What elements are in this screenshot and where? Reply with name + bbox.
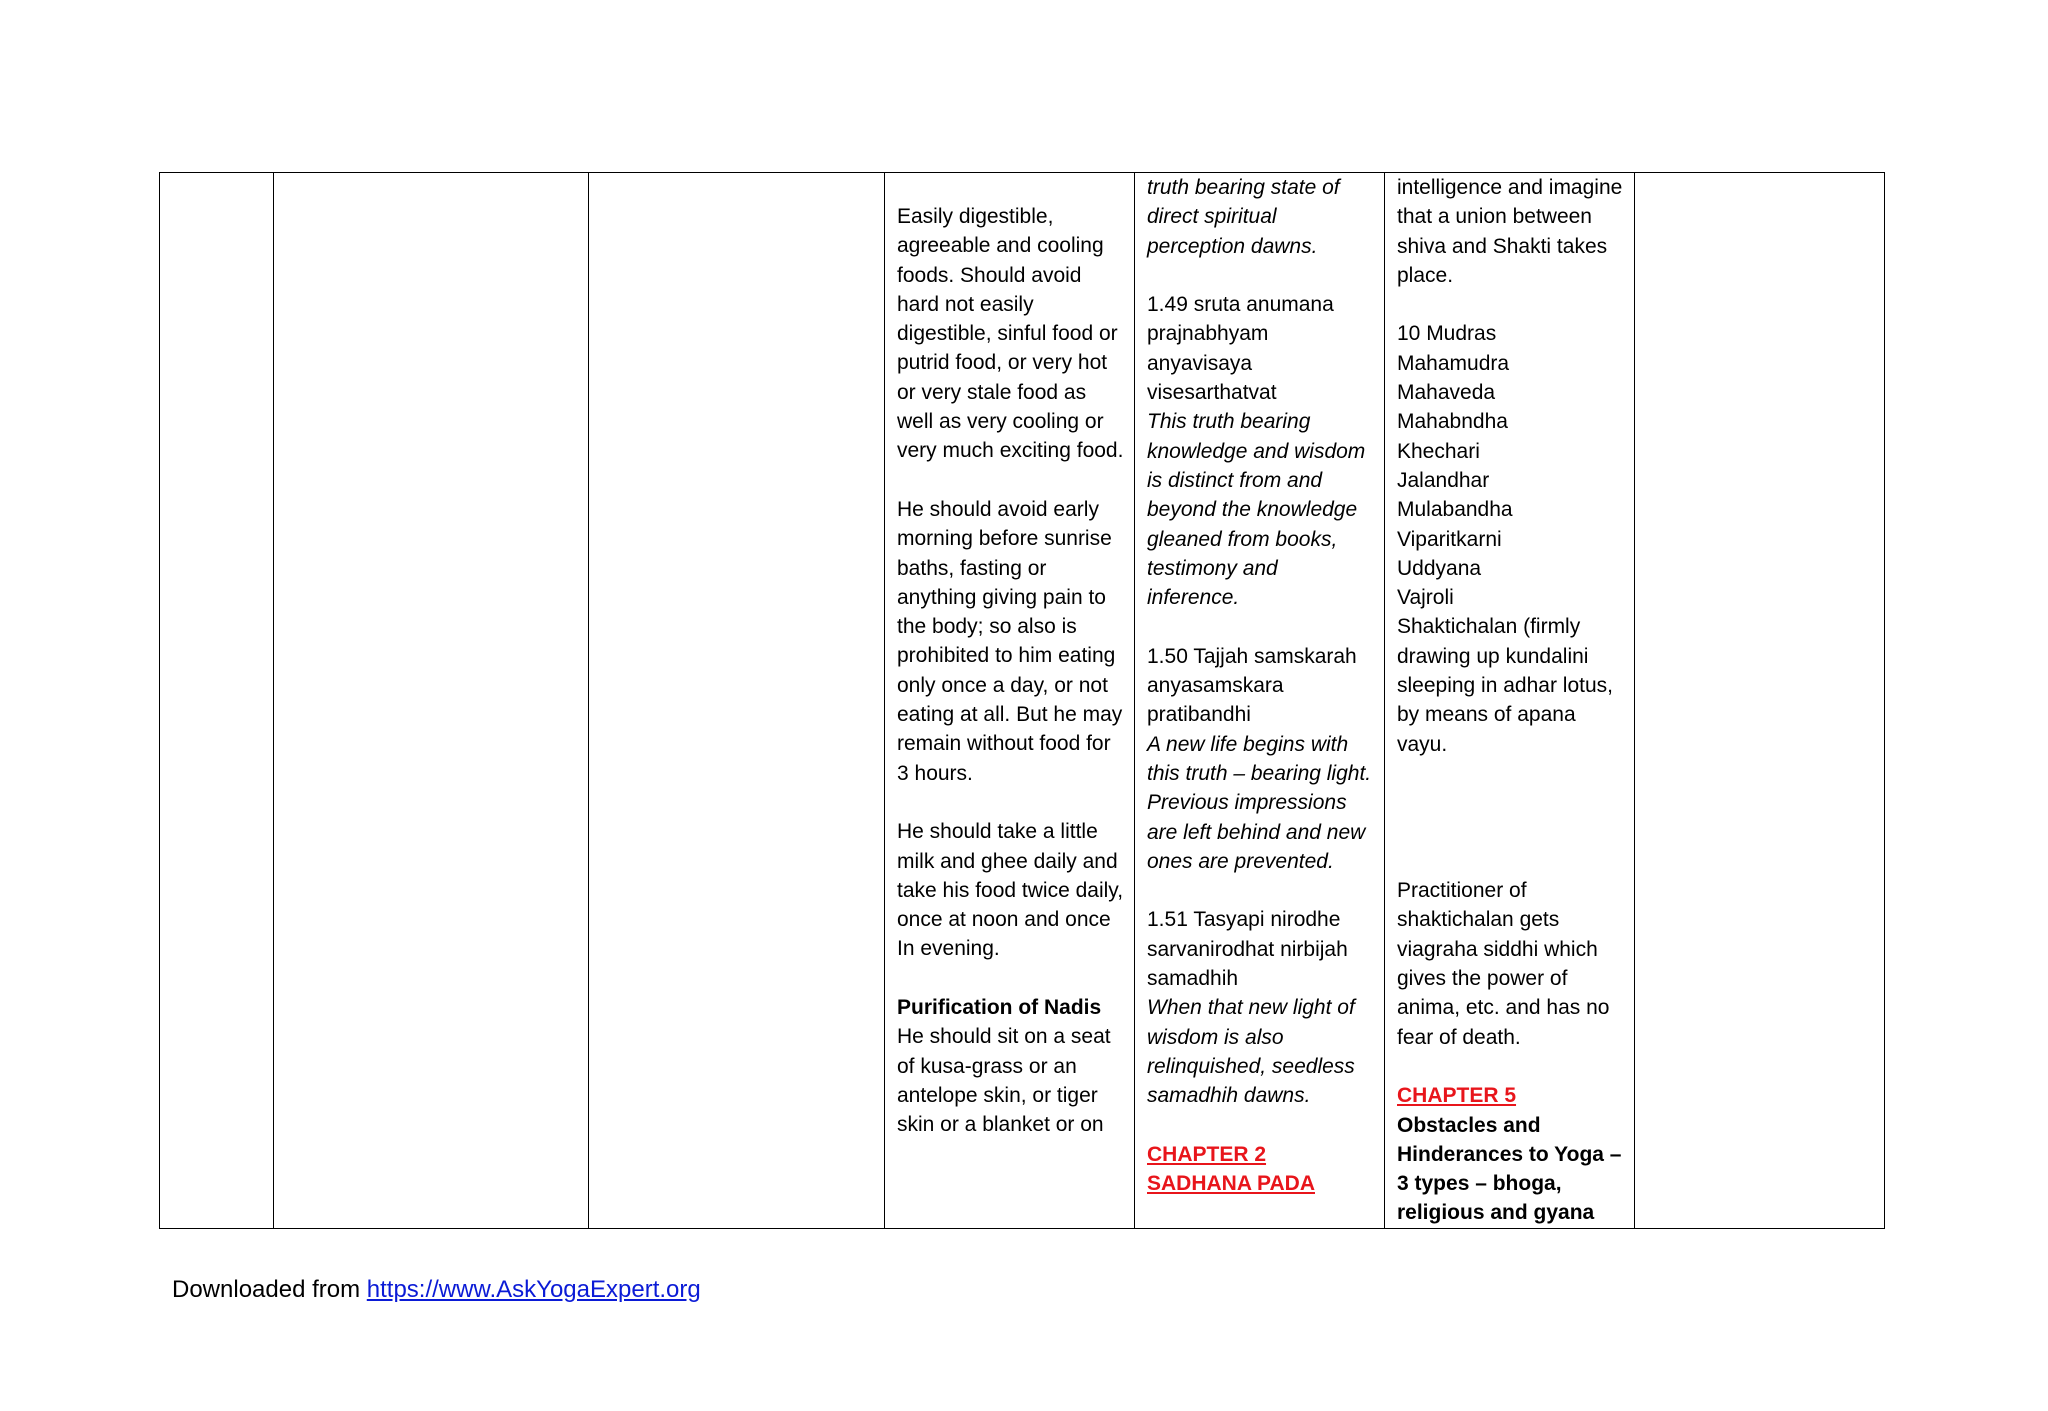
mudra-item: Uddyana — [1397, 556, 1482, 580]
mudras-title: 10 Mudras — [1397, 322, 1497, 346]
sutra-151-translation: When that new light of wisdom is also relinquished, seedless samadhih dawns. — [1147, 996, 1355, 1108]
footer — [172, 1276, 701, 1304]
sutras-column-cell — [1135, 173, 1385, 1229]
mudra-item: Mulabandha — [1397, 498, 1513, 522]
practitioner-paragraph: Practitioner of shaktichalan gets viagraha siddhi which gives the power of anima, etc. and has no fear of death. — [1397, 879, 1610, 1049]
chapter-2-heading: CHAPTER 2 — [1147, 1142, 1267, 1166]
sutra-149-translation: This truth bearing knowledge and wisdom is distinct from and beyond the knowledge gleaned from books, testimony and inference. — [1147, 410, 1366, 610]
empty-cell-2 — [274, 173, 589, 1229]
mudra-item: Mahaveda — [1397, 381, 1496, 405]
empty-cell-3 — [589, 173, 885, 1229]
food-column-cell — [885, 173, 1135, 1229]
table-row — [160, 173, 1885, 1229]
content-table — [159, 172, 1885, 1229]
mudra-item: Vajroli — [1397, 586, 1454, 610]
chapter-5-heading: CHAPTER 5 — [1397, 1084, 1517, 1108]
obstacles-heading: Obstacles and Hinderances to Yoga – 3 types – bhoga, religious and gyana — [1397, 1113, 1622, 1225]
sadhana-pada-heading: SADHANA PADA — [1147, 1172, 1315, 1196]
mudra-item: Mahamudra — [1397, 351, 1510, 375]
sutra-150-translation: A new life begins with this truth – bearing light. Previous impressions are left behind and new ones are prevented. — [1147, 732, 1372, 873]
mudras-column-cell — [1385, 173, 1635, 1229]
mudra-item: Jalandhar — [1397, 468, 1490, 492]
purification-heading: Purification of Nadis — [897, 996, 1102, 1020]
sutra-150: 1.50 Tajjah samskarah anyasamskara pratibandhi — [1147, 644, 1357, 727]
food-paragraph-1: Easily digestible, agreeable and cooling foods. Should avoid hard not easily digestible, sinful food or putrid food, or very hot or very stale food as well as very cooling or very much exciting food. — [897, 205, 1124, 463]
food-paragraph-4: He should sit on a seat of kusa-grass or an antelope skin, or tiger skin or a blanket or on — [897, 1025, 1111, 1137]
food-paragraph-2: He should avoid early morning before sunrise baths, fasting or anything giving pain to the body; so also is prohibited to him eating only once a day, or not eating at all. But he may remain without food for 3 hours. — [897, 497, 1123, 785]
empty-cell-1 — [160, 173, 274, 1229]
footer-link[interactable]: https://www.AskYogaExpert.org — [366, 1276, 701, 1303]
sutra-149: 1.49 sruta anumana prajnabhyam anyavisaya visesarthatvat — [1147, 293, 1334, 405]
mudra-item: Khechari — [1397, 439, 1480, 463]
empty-cell-last — [1635, 173, 1885, 1229]
shiva-shakti-paragraph: intelligence and imagine that a union between shiva and Shakti takes place. — [1397, 176, 1623, 287]
mudra-item: Mahabndha — [1397, 410, 1508, 434]
mudra-item: Viparitkarni — [1397, 527, 1502, 551]
sutra-151: 1.51 Tasyapi nirodhe sarvanirodhat nirbijah samadhih — [1147, 908, 1348, 991]
sutra-148-translation: truth bearing state of direct spiritual perception dawns. — [1147, 176, 1340, 258]
shaktichalan-paragraph: Shaktichalan (firmly drawing up kundalini sleeping in adhar lotus, by means of apana vayu. — [1397, 615, 1613, 756]
food-paragraph-3: He should take a little milk and ghee daily and take his food twice daily, once at noon and once In evening. — [897, 820, 1124, 961]
footer-prefix: Downloaded from — [172, 1276, 367, 1303]
